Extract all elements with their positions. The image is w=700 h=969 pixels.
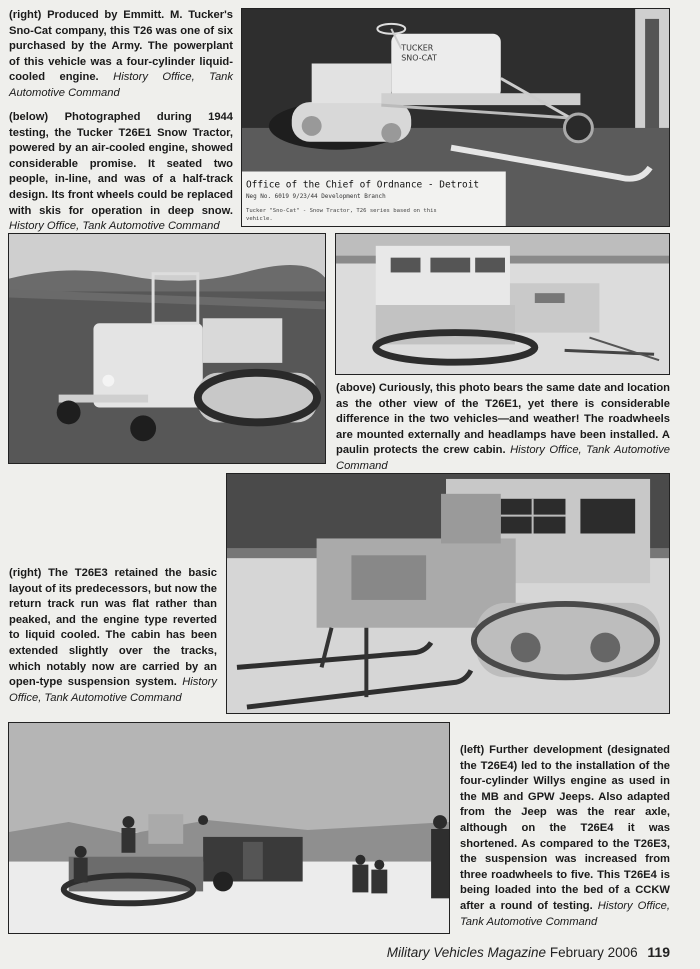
photo-credit: History Office, Tank Automotive Command (9, 220, 220, 233)
caption-text: (left) Further development (designated the T26E4) led to the installation of the four-cylinder Willys engine as used in the MB and GPW Jeeps. Also adapted from the Jeep was the rear axle, although on the T26E4 it was shortened. As compared to the T26E3, the suspension was increased from three roadwheels to five. This T26E4 is being loaded into the bed of a CCKW after a round of testing. (460, 744, 670, 912)
page-footer (387, 944, 670, 960)
caption-t26 (9, 8, 233, 102)
photo-t26e3 (226, 473, 670, 714)
caption-text: (right) Produced by Emmitt. M. Tucker's Sno-Cat company, this T26 was one of six purchased by the Army. The powerplant of this vehicle was a four-cylinder liquid-cooled engine. (9, 9, 233, 84)
placard-desc: vehicle. (245, 216, 273, 223)
photo-credit: History Office, Tank Automotive Command (460, 899, 670, 928)
hood-label: TUCKER (401, 43, 434, 53)
placard-line: Neg No. 6019 9/23/44 Development Branch (245, 193, 386, 201)
photo-credit: History Office, Tank Automotive Command (9, 676, 217, 704)
photo-credit: History Office, Tank Automotive Command (9, 71, 234, 99)
photo-t26e1-snow (335, 233, 670, 375)
magazine-name: Military Vehicles Magazine (386, 945, 547, 960)
caption-text: (below) Photographed during 1944 testing, the Tucker T26E1 Snow Tractor, powered by an air-cooled engine, showed considerable promise. It seated two people, in-line, and was of a half-track design. Its front wheels could be replaced with skis for operation in deep snow. (9, 111, 233, 217)
page-number: 119 (647, 944, 670, 960)
placard-desc: Tucker "Sno-Cat" - Snow Tractor, T26 series based on this (245, 208, 437, 215)
caption-text: (above) Curiously, this photo bears the same date and location as the other view of the T26E1, yet there is considerable difference in the two vehicles—and weather! The roadwheels are mounted externally and headlamps have been installed. A paulin protects the crew cabin. (336, 382, 670, 457)
hood-label: SNO-CAT (401, 53, 437, 63)
caption-t26e3 (9, 566, 217, 706)
caption-t26e4 (460, 743, 670, 930)
photo-t26e1-grass (8, 233, 326, 464)
placard-title: Office of the Chief of Ordnance - Detroit (245, 179, 480, 191)
caption-t26e1-snow (336, 381, 670, 475)
photo-t26e4 (8, 722, 450, 934)
photo-credit: History Office, Tank Automotive Command (336, 444, 671, 472)
caption-t26e1-1944 (9, 110, 233, 235)
caption-text: (right) The T26E3 retained the basic layout of its predecessors, but now the return track run was flat rather than peaked, and the engine type reverted to liquid cooled. The cabin has been extended slightly over the tracks, which notably now are carried by an open-type suspension system. (9, 567, 217, 689)
photo-t26-sno-cat (241, 8, 670, 227)
issue-date: February 2006 (549, 945, 638, 960)
